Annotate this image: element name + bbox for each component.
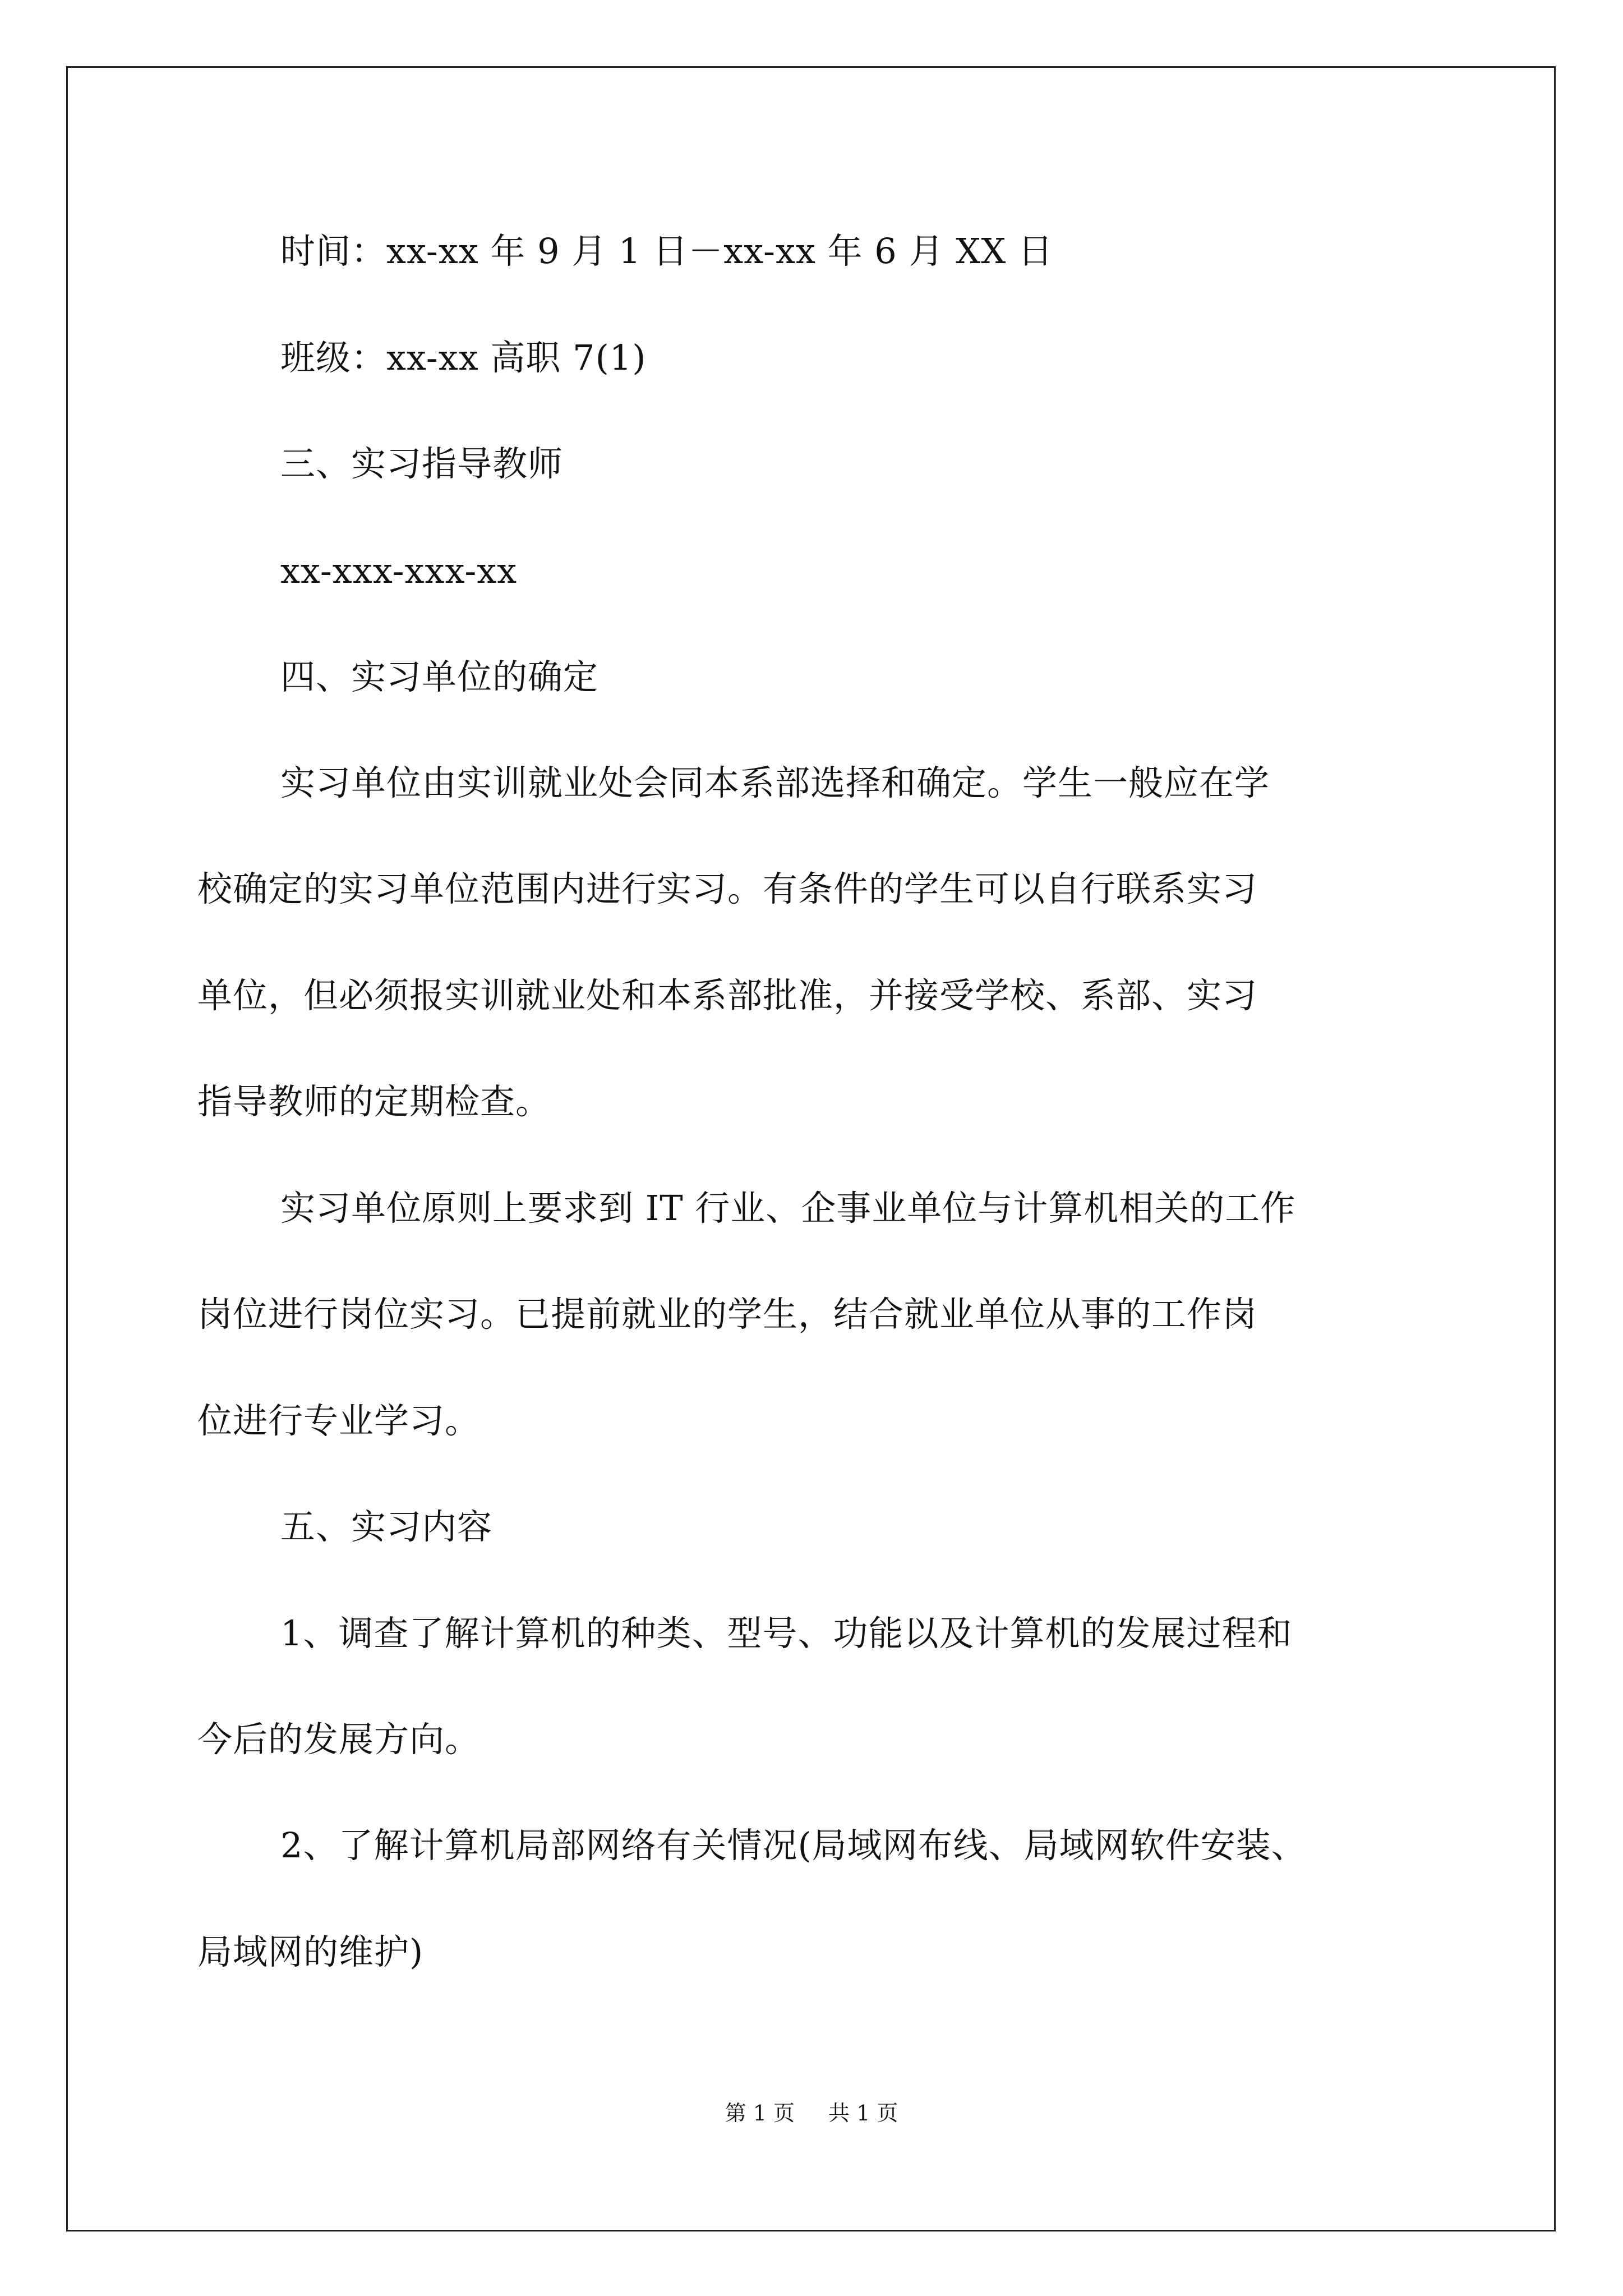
- paragraph-line: 岗位进行岗位实习。已提前就业的学生，结合就业单位从事的工作岗: [197, 1294, 1258, 1335]
- paragraph-line: 指导教师的定期检查。: [197, 1081, 551, 1122]
- paragraph-line: 2、了解计算机局部网络有关情况(局域网布线、局域网软件安装、: [280, 1825, 1307, 1866]
- page-total: 共 1 页: [828, 2101, 898, 2125]
- paragraph-line: 实习单位由实训就业处会同本系部选择和确定。学生一般应在学: [280, 762, 1270, 803]
- paragraph-line: 局域网的维护): [197, 1931, 424, 1972]
- time-line: 时间：xx-xx 年 9 月 1 日－xx-xx 年 6 月 XX 日: [280, 231, 1054, 272]
- class-line: 班级：xx-xx 高职 7(1): [280, 337, 647, 378]
- page-number: 第 1 页: [725, 2101, 795, 2125]
- instructor-name: xx-xxx-xxx-xx: [280, 550, 518, 591]
- paragraph-line: 位进行专业学习。: [197, 1400, 481, 1441]
- paragraph-line: 校确定的实习单位范围内进行实习。有条件的学生可以自行联系实习: [197, 868, 1258, 909]
- page-footer: [0, 2099, 1623, 2127]
- paragraph-line: 单位，但必须报实训就业处和本系部批准，并接受学校、系部、实习: [197, 975, 1258, 1016]
- paragraph-line: 实习单位原则上要求到 IT 行业、企事业单位与计算机相关的工作: [280, 1188, 1296, 1228]
- page-border: [66, 66, 1556, 2231]
- paragraph-line: 今后的发展方向。: [197, 1719, 481, 1760]
- section-heading-instructor: 三、实习指导教师: [280, 443, 564, 484]
- section-heading-content: 五、实习内容: [280, 1506, 493, 1547]
- paragraph-line: 1、调查了解计算机的种类、型号、功能以及计算机的发展过程和: [280, 1613, 1293, 1654]
- section-heading-unit: 四、实习单位的确定: [280, 656, 599, 697]
